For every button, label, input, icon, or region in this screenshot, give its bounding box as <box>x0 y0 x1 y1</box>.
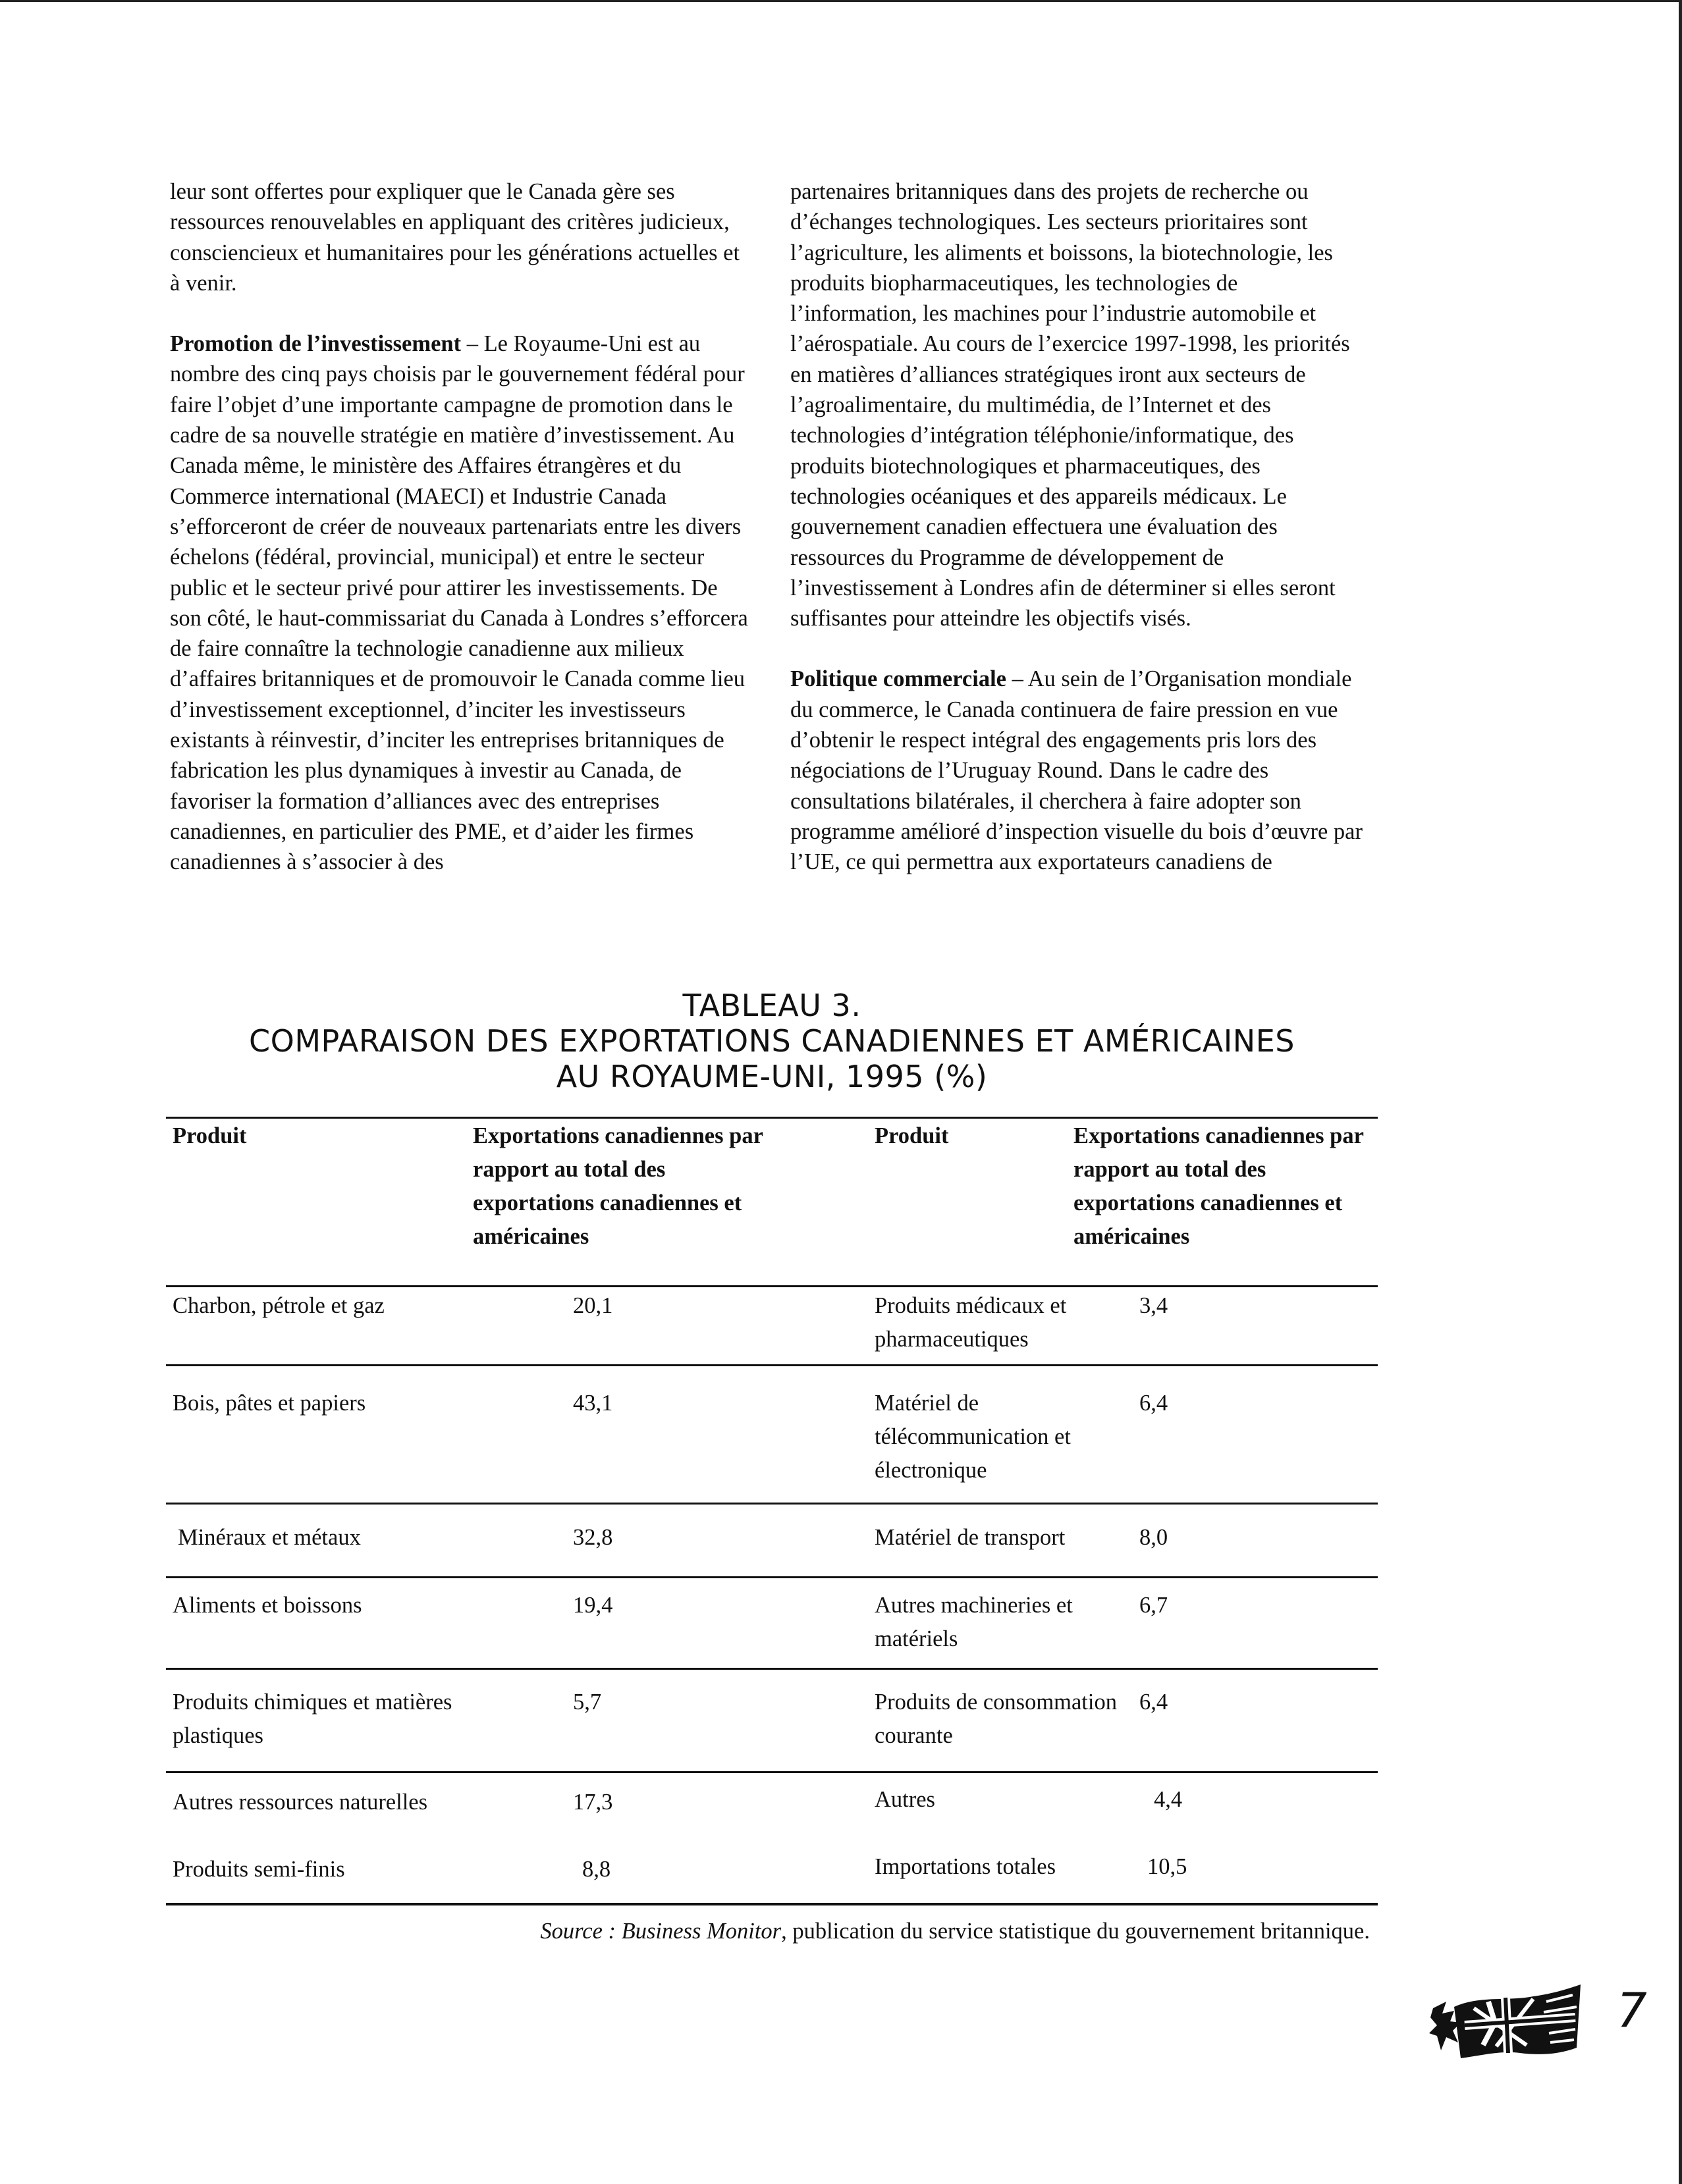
table-cell-product: Autres <box>875 1787 935 1812</box>
table-cell-product: Autres ressources naturelles <box>173 1790 428 1815</box>
investment-promotion-heading: Promotion de l’investissement <box>170 331 462 357</box>
table-cell-product: Importations totales <box>875 1854 1056 1879</box>
export-comparison-table <box>166 988 1378 1882</box>
row-rule <box>166 1364 1378 1366</box>
canada-uk-flag-logo-icon <box>1428 1982 1586 2061</box>
header-product-left: Produit <box>173 1123 247 1148</box>
table-cell-value: 10,5 <box>1147 1854 1187 1879</box>
source-title: Business Monitor <box>621 1919 782 1944</box>
header-value-left: Exportations canadiennes par rapport au total des exportations canadiennes et américaines <box>473 1123 763 1249</box>
table-cell-product: Autres machineries et matériels <box>875 1593 1073 1651</box>
right-paragraph-1: partenaires britanniques dans des projets de recherche ou d’échanges technologiques. Les secteurs prioritaires sont l’agriculture, les aliments et boissons, la biotechnologie, les produits biopharmaceutiques, les technologies de l’information, les machines pour l’industrie automobile et l’aérospatiale. Au cours de l’exercice 1997-1998, les priorités en matières d’alliances stratégiques iront aux secteurs de l’agroalimentaire, du multimédia, de l’Internet et des technologies d’intégration téléphonie/informatique, des produits biotechnologiques et pharmaceutiques, des technologies océaniques et des appareils médicaux. Le gouvernement canadien effectuera une évaluation des ressources du Programme de développement de l’investissement à Londres afin de déterminer si elles seront suffisantes pour atteindre les objectifs visés. <box>790 179 1350 631</box>
page-top-edge <box>0 0 1682 2</box>
table-source-note <box>231 1916 1370 1946</box>
row-rule <box>166 1285 1378 1287</box>
table-cell-value: 6,4 <box>1139 1690 1168 1715</box>
table-cell-value: 3,4 <box>1139 1293 1168 1318</box>
table-cell-product: Matériel de transport <box>875 1525 1066 1550</box>
page-right-edge <box>1679 0 1682 2184</box>
table-cell-value: 32,8 <box>573 1525 613 1550</box>
table-cell-value: 6,7 <box>1139 1593 1168 1618</box>
left-paragraph-1: leur sont offertes pour expliquer que le Canada gère ses ressources renouvelables en appliquant des critères judicieux, consciencieux et humanitaires pour les générations actuelles et à venir. <box>170 179 740 296</box>
table-cell-product: Aliments et boissons <box>173 1593 362 1618</box>
table-top-rule <box>166 1117 1378 1119</box>
page-number: 7 <box>1617 1983 1647 2038</box>
table-bottom-rule <box>166 1903 1378 1905</box>
table-cell-product: Produits médicaux et pharmaceutiques <box>875 1293 1067 1352</box>
table-cell-value: 17,3 <box>573 1790 613 1815</box>
table-cell-value: 5,7 <box>573 1690 602 1715</box>
table-cell-value: 8,8 <box>582 1857 611 1882</box>
source-description: , publication du service statistique du gouvernement britannique. <box>781 1919 1370 1944</box>
row-rule <box>166 1771 1378 1773</box>
table-cell-product: Produits semi-finis <box>173 1857 345 1882</box>
header-value-right: Exportations canadiennes par rapport au total des exportations canadiennes et américaines <box>1073 1123 1364 1249</box>
table-cell-value: 4,4 <box>1154 1787 1183 1812</box>
header-product-right: Produit <box>875 1123 949 1148</box>
table-cell-product: Matériel de télécommunication et électronique <box>875 1391 1071 1483</box>
row-rule <box>166 1503 1378 1505</box>
table-cell-product: Produits chimiques et matières plastiques <box>173 1690 452 1748</box>
table-title-line: AU ROYAUME-UNI, 1995 (%) <box>556 1059 988 1094</box>
trade-policy-text: – Au sein de l’Organisation mondiale du commerce, le Canada continuera de faire pression en vue d’obtenir le respect intégral des engagements pris lors des négociations de l’Uruguay Round. Dans le cadre des consultations bilatérales, il cherchera à faire adopter son programme amélioré d’inspection visuelle du bois d’œuvre par l’UE, ce qui permettra aux exportateurs canadiens de <box>790 666 1363 875</box>
table-cell-product: Produits de consommation courante <box>875 1690 1117 1748</box>
table-title-number: TABLEAU 3. <box>682 988 861 1023</box>
right-text-column <box>790 176 1370 878</box>
table-title <box>166 988 1378 1094</box>
table-cell-value: 19,4 <box>573 1593 613 1618</box>
trade-policy-heading: Politique commerciale <box>790 666 1006 692</box>
table-cell-value: 20,1 <box>573 1293 613 1318</box>
row-rule <box>166 1668 1378 1670</box>
table-cell-product: Bois, pâtes et papiers <box>173 1391 366 1416</box>
right-paragraph-2 <box>790 664 1370 877</box>
left-text-column <box>170 176 749 878</box>
table-cell-product: Charbon, pétrole et gaz <box>173 1293 385 1318</box>
table-title-line: COMPARAISON DES EXPORTATIONS CANADIENNES ET AMÉRICAINES <box>249 1023 1295 1059</box>
table-cell-value: 6,4 <box>1139 1391 1168 1416</box>
table-cell-product: Minéraux et métaux <box>178 1525 361 1550</box>
table-cell-value: 43,1 <box>573 1391 613 1416</box>
table-cell-value: 8,0 <box>1139 1525 1168 1550</box>
left-paragraph-2 <box>170 329 749 877</box>
investment-promotion-text: – Le Royaume-Uni est au nombre des cinq pays choisis par le gouvernement fédéral pour faire l’objet d’une importante campagne de promotion dans le cadre de sa nouvelle stratégie en matière d’investissement. Au Canada même, le ministère des Affaires étrangères et du Commerce international (MAECI) et Industrie Canada s’efforceront de créer de nouveaux partenariats entre les divers échelons (fédéral, provincial, municipal) et entre le secteur public et le secteur privé pour attirer les investissements. De son côté, le haut-commissariat du Canada à Londres s’efforcera de faire connaître la technologie canadienne aux milieux d’affaires britanniques et de promouvoir le Canada comme lieu d’investissement exceptionnel, d’inciter les investisseurs existants à réinvestir, d’inciter les entreprises britanniques de fabrication les plus dynamiques à investir au Canada, de favoriser la formation d’alliances avec des entreprises canadiennes, en particulier des PME, et d’aider les firmes canadiennes à s’associer à des <box>170 331 748 875</box>
row-rule <box>166 1576 1378 1578</box>
source-label: Source : <box>540 1919 622 1944</box>
